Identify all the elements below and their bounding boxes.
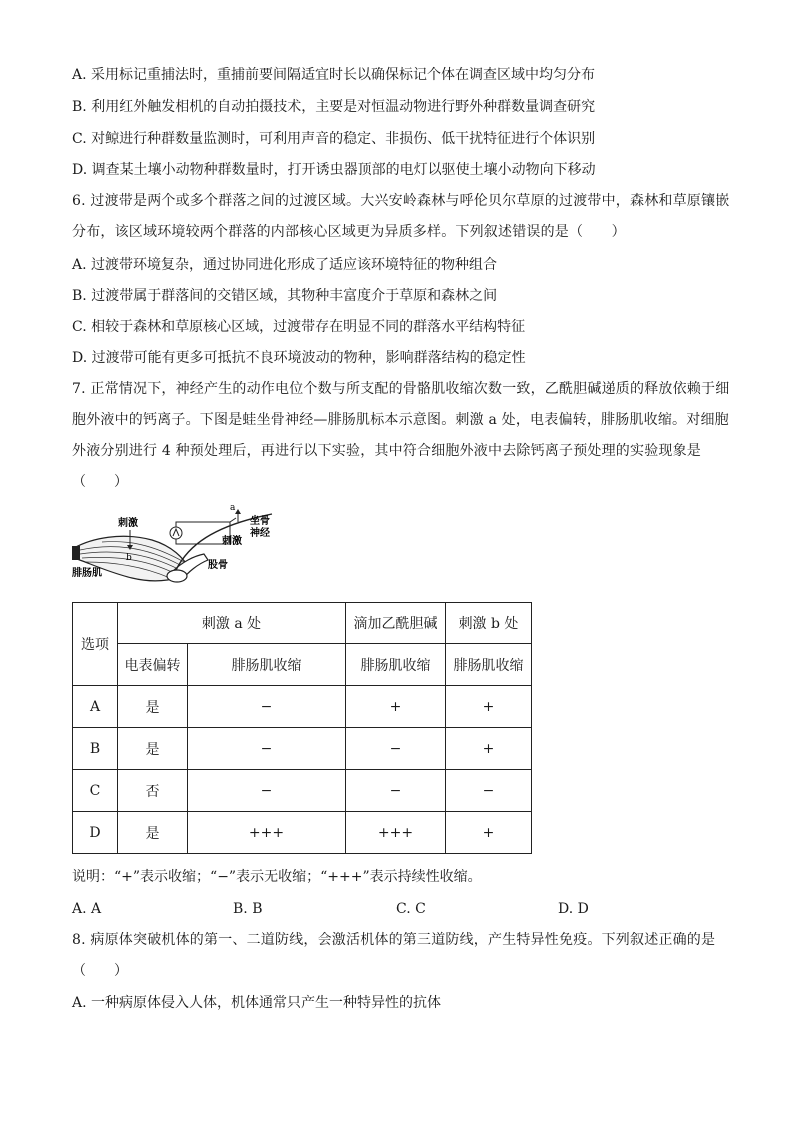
table-row xyxy=(73,770,532,812)
table-row xyxy=(73,686,532,728)
subheader-contract-a: 腓肠肌收缩 xyxy=(188,644,346,686)
q7-stem-line3: 外液分别进行 4 种预处理后，再进行以下实验，其中符合细胞外液中去除钙离子预处理的实验现象是 xyxy=(72,443,702,459)
q5-option-d: D. 调查某土壤小动物种群数量时，打开诱虫器顶部的电灯以驱使土壤小动物向下移动 xyxy=(72,162,596,178)
q8-option-a: A. 一种病原体侵入人体，机体通常只产生一种特异性的抗体 xyxy=(72,995,442,1011)
table-cell: +++ xyxy=(346,812,446,854)
table-cell: D xyxy=(73,812,118,854)
q6-stem-line2: 分布，该区域环境较两个群落的内部核心区域更为异质多样。下列叙述错误的是（ ） xyxy=(72,224,626,240)
table-cell: + xyxy=(346,686,446,728)
q7-option-d: D. D xyxy=(558,901,589,917)
table-cell: C xyxy=(73,770,118,812)
q6-option-b: B. 过渡带属于群落间的交错区域，其物种丰富度介于草原和森林之间 xyxy=(72,288,498,304)
q6-stem-line1: 6. 过渡带是两个或多个群落之间的过渡区域。大兴安岭森林与呼伦贝尔草原的过渡带中，森林和草原镶嵌 xyxy=(72,193,730,209)
label-muscle: 腓肠肌 xyxy=(72,568,102,579)
q6-option-a: A. 过渡带环境复杂，通过协同进化形成了适应该环境特征的物种组合 xyxy=(72,257,498,273)
q7-stem-line2: 胞外液中的钙离子。下图是蛙坐骨神经—腓肠肌标本示意图。刺激 a 处，电表偏转，腓肠肌收缩。对细胞 xyxy=(72,412,729,428)
table-cell: − xyxy=(446,770,532,812)
experiment-table xyxy=(72,602,532,854)
header-stim-b: 刺激 b 处 xyxy=(446,603,532,644)
q8-stem-line1: 8. 病原体突破机体的第一、二道防线，会激活机体的第三道防线，产生特异性免疫。下列叙述正确的是 xyxy=(72,932,716,948)
table-cell: B xyxy=(73,728,118,770)
table-cell: − xyxy=(188,728,346,770)
table-cell: 否 xyxy=(118,770,188,812)
table-cell: − xyxy=(346,770,446,812)
label-nerve-line2: 神经 xyxy=(250,528,270,539)
subheader-meter: 电表偏转 xyxy=(118,644,188,686)
q5-option-b: B. 利用红外触发相机的自动拍摄技术，主要是对恒温动物进行野外种群数量调查研究 xyxy=(72,99,596,115)
table-cell: 是 xyxy=(118,686,188,728)
q7-option-c: C. C xyxy=(396,901,426,917)
subheader-contract-b: 腓肠肌收缩 xyxy=(446,644,532,686)
label-b: b xyxy=(126,553,132,563)
q5-option-a: A. 采用标记重捕法时，重捕前要间隔适宜时长以确保标记个体在调查区域中均匀分布 xyxy=(72,67,596,83)
table-cell: 是 xyxy=(118,728,188,770)
table-cell: +++ xyxy=(188,812,346,854)
table-cell: − xyxy=(188,686,346,728)
table-note: 说明：“+”表示收缩；“−”表示无收缩；“+++”表示持续性收缩。 xyxy=(72,869,482,885)
q7-stem-line1: 7. 正常情况下，神经产生的动作电位个数与所支配的骨骼肌收缩次数一致，乙酰胆碱递质的释放依赖于细 xyxy=(72,381,730,397)
label-femur: 股骨 xyxy=(208,560,228,571)
q7-option-a: A. A xyxy=(72,901,102,917)
header-ach: 滴加乙酰胆碱 xyxy=(346,603,446,644)
q6-option-c: C. 相较于森林和草原核心区域，过渡带存在明显不同的群落水平结构特征 xyxy=(72,319,526,335)
label-stim-right: 刺激 xyxy=(222,536,242,547)
table-cell: 是 xyxy=(118,812,188,854)
q7-answer-paren: （ ） xyxy=(72,474,128,490)
table-cell: + xyxy=(446,686,532,728)
header-option: 选项 xyxy=(73,603,118,686)
q8-answer-paren: （ ） xyxy=(72,963,128,979)
table-cell: + xyxy=(446,728,532,770)
table-row xyxy=(73,728,532,770)
label-nerve-line1: 坐骨 xyxy=(250,516,270,527)
subheader-contract-ach: 腓肠肌收缩 xyxy=(346,644,446,686)
header-stim-a: 刺激 a 处 xyxy=(118,603,346,644)
table-cell: + xyxy=(446,812,532,854)
table-cell: − xyxy=(188,770,346,812)
frog-nerve-muscle-diagram xyxy=(72,500,282,590)
q5-option-c: C. 对鲸进行种群数量监测时，可利用声音的稳定、非损伤、低干扰特征进行个体识别 xyxy=(72,131,596,147)
table-cell: A xyxy=(73,686,118,728)
table-cell: − xyxy=(346,728,446,770)
label-stim-left: 刺激 xyxy=(118,518,138,529)
table-row xyxy=(73,812,532,854)
q6-option-d: D. 过渡带可能有更多可抵抗不良环境波动的物种，影响群落结构的稳定性 xyxy=(72,350,526,366)
q7-option-b: B. B xyxy=(233,901,263,917)
label-a: a xyxy=(230,503,236,513)
